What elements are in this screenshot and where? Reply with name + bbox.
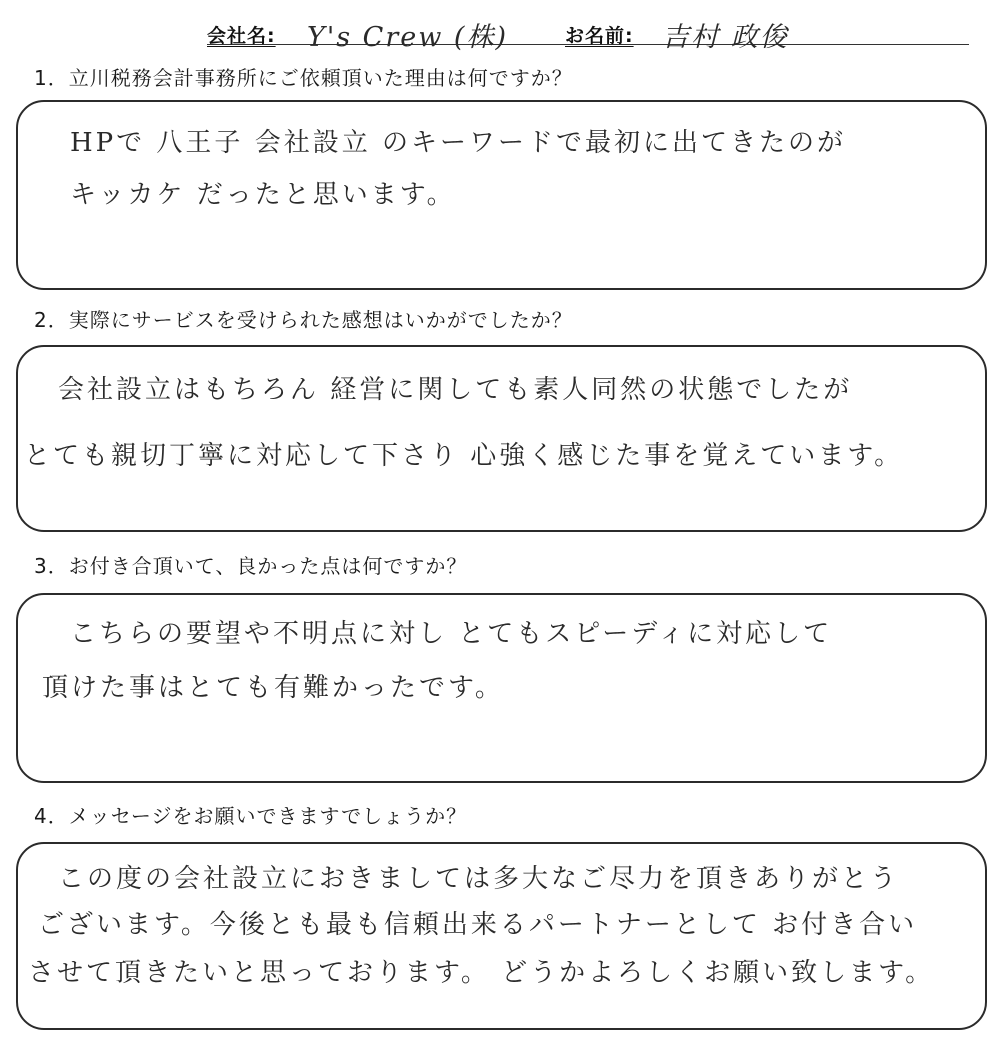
name-value: 吉村 政俊 [662, 22, 789, 53]
question-4-label: 4．メッセージをお願いできますでしょうか？ [34, 804, 468, 828]
answer-box-4 [16, 842, 987, 1030]
answer-2-line-2: とても親切丁寧に対応して下さり 心強く感じた事を覚えています。 [24, 441, 904, 471]
answer-box-1 [16, 100, 987, 290]
name-label: お名前: [565, 25, 634, 47]
answer-4-line-2: ございます。今後とも最も信頼出来るパートナーとして お付き合い [38, 910, 918, 940]
answer-1-line-1: HPで 八王子 会社設立 のキーワードで最初に出てきたのが [70, 128, 846, 158]
answer-2-line-1: 会社設立はもちろん 経営に関しても素人同然の状態でしたが [58, 375, 853, 405]
answer-box-3 [16, 593, 987, 783]
header-line [207, 12, 969, 53]
answer-4-line-3: させて頂きたいと思っております。 どうかよろしくお願い致します。 [28, 958, 935, 988]
answer-3-line-1: こちらの要望や不明点に対し とてもスピーディに対応して [70, 619, 833, 649]
answer-4-line-1: この度の会社設立におきましては多大なご尽力を頂きありがとう [58, 864, 900, 894]
company-label: 会社名: [207, 25, 276, 47]
answer-1-line-2: キッカケ だったと思います。 [70, 180, 456, 210]
question-3-label: 3．お付き合頂いて、良かった点は何ですか？ [34, 554, 468, 578]
company-value: Y's Crew (株) [307, 22, 508, 53]
answer-3-line-2: 頂けた事はとても有難かったです。 [42, 673, 504, 703]
question-2-label: 2．実際にサービスを受けられた感想はいかがでしたか？ [34, 308, 573, 332]
question-1-label: 1．立川税務会計事務所にご依頼頂いた理由は何ですか？ [34, 66, 573, 90]
answer-box-2 [16, 345, 987, 532]
